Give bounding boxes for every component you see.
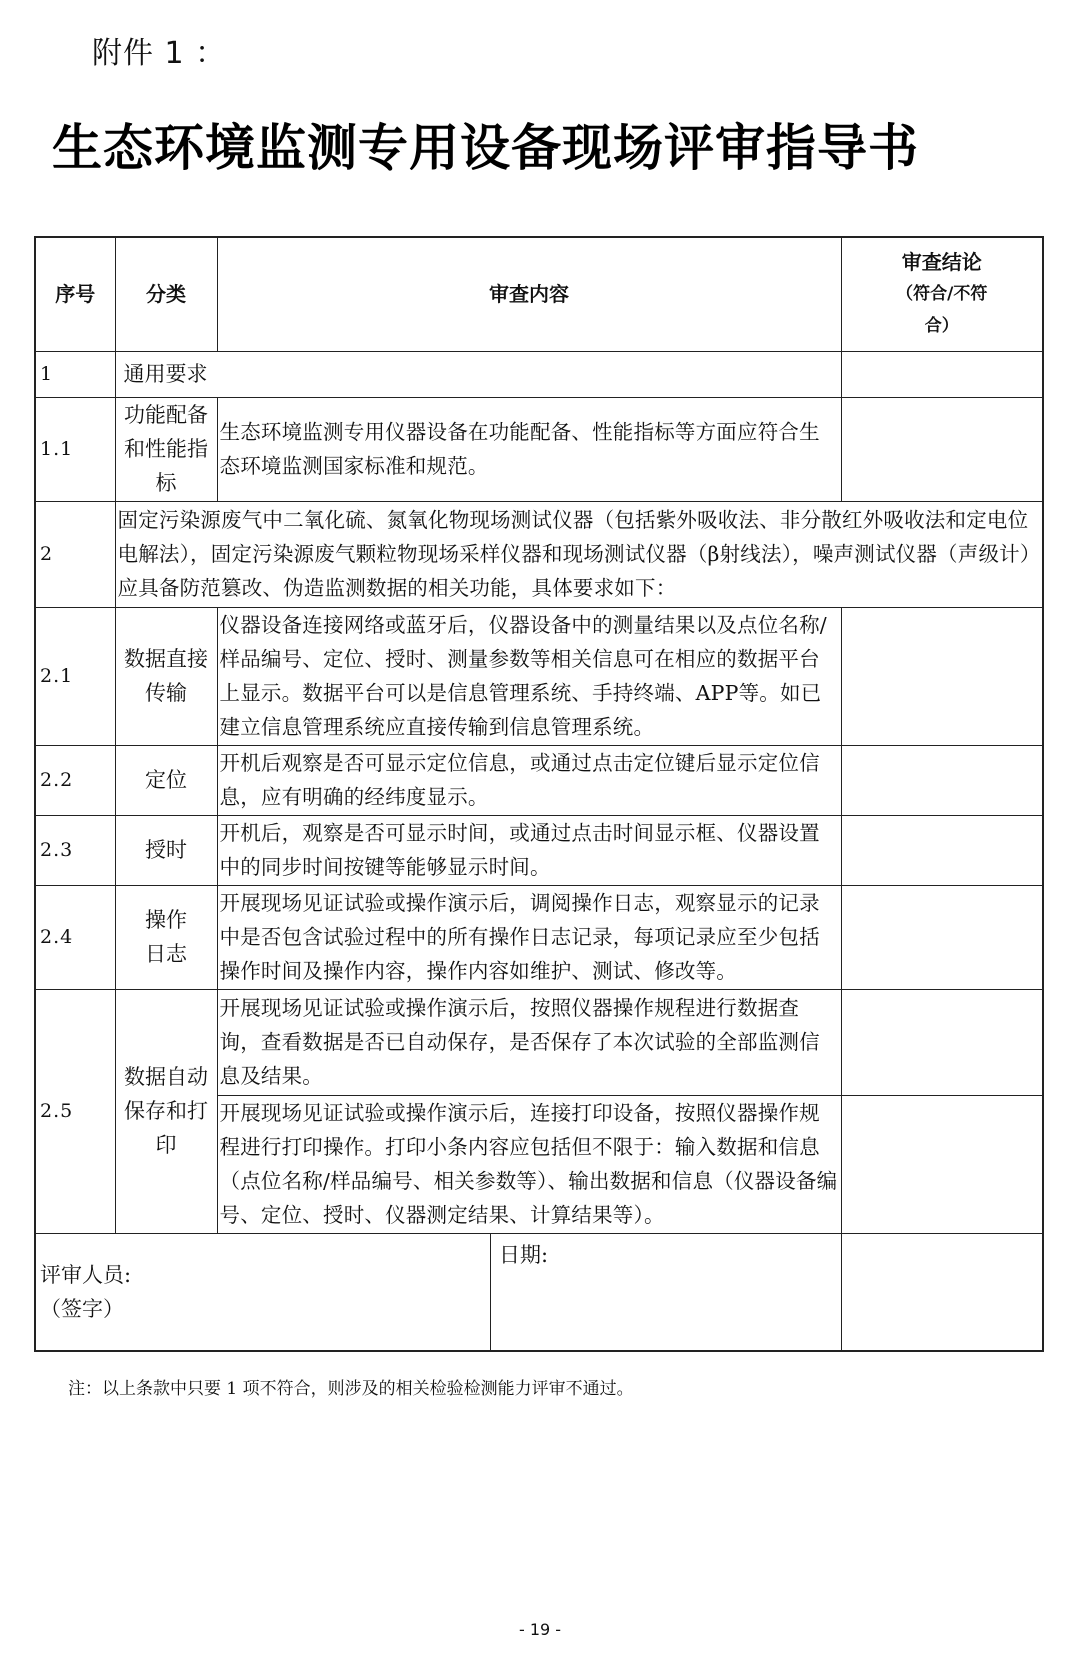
conclusion-cell xyxy=(841,351,1043,397)
row-content: 开展现场见证试验或操作演示后，连接打印设备，按照仪器操作规程进行打印操作。打印小条内容应包括但不限于：输入数据和信息（点位名称/样品编号、相关参数等）、输出数据和信息（仪器设备编号、定位、授时、仪器测定结果、计算结果等）。 xyxy=(217,1095,841,1233)
header-content: 审查内容 xyxy=(217,237,841,351)
header-conclusion xyxy=(841,237,1043,351)
row-category: 授时 xyxy=(115,815,217,885)
document-title: 生态环境监测专用设备现场评审指导书 xyxy=(52,118,919,177)
review-table xyxy=(34,236,1044,1352)
header-no: 序号 xyxy=(35,237,115,351)
row-category: 数据自动保存和打印 xyxy=(115,989,217,1233)
row-content: 开机后观察是否可显示定位信息，或通过点击定位键后显示定位信息，应有明确的经纬度显示。 xyxy=(217,745,841,815)
header-conclusion-sub2: 合） xyxy=(924,316,959,337)
table-row xyxy=(35,989,1043,1095)
reviewer-label: 评审人员: xyxy=(40,1262,132,1287)
table-row xyxy=(35,351,1043,397)
sign-label: （签字） xyxy=(40,1296,124,1321)
conclusion-cell xyxy=(841,607,1043,745)
row-no: 2.2 xyxy=(35,745,115,815)
footnote: 注：以上条款中只要 1 项不符合，则涉及的相关检验检测能力评审不通过。 xyxy=(68,1379,634,1399)
row-no: 2.1 xyxy=(35,607,115,745)
row-no: 2.4 xyxy=(35,885,115,989)
header-conclusion-title: 审查结论 xyxy=(901,250,982,275)
conclusion-cell xyxy=(841,745,1043,815)
table-row xyxy=(35,607,1043,745)
row-content: 仪器设备连接网络或蓝牙后，仪器设备中的测量结果以及点位名称/样品编号、定位、授时、测量参数等相关信息可在相应的数据平台上显示。数据平台可以是信息管理系统、手持终端、APP等。如已建立信息管理系统应直接传输到信息管理系统。 xyxy=(217,607,841,745)
attachment-label: 附件 1 ： xyxy=(92,36,227,71)
conclusion-cell xyxy=(841,815,1043,885)
table-row xyxy=(35,501,1043,607)
table-row xyxy=(35,397,1043,501)
row-no: 2 xyxy=(35,501,115,607)
row-category: 定位 xyxy=(115,745,217,815)
header-row xyxy=(35,237,1043,351)
row-no: 2.3 xyxy=(35,815,115,885)
row-content: 开机后，观察是否可显示时间，或通过点击时间显示框、仪器设置中的同步时间按键等能够显示时间。 xyxy=(217,815,841,885)
date-cell-box xyxy=(490,1234,1040,1350)
row-content: 固定污染源废气中二氧化硫、氮氧化物现场测试仪器（包括紫外吸收法、非分散红外吸收法和定电位电解法），固定污染源废气颗粒物现场采样仪器和现场测试仪器（β射线法），噪声测试仪器（声级计）应具备防范篡改、伪造监测数据的相关功能，具体要求如下： xyxy=(115,501,1043,607)
row-content: 开展现场见证试验或操作演示后，按照仪器操作规程进行数据查询，查看数据是否已自动保存，是否保存了本次试验的全部监测信息及结果。 xyxy=(217,989,841,1095)
row-no: 1 xyxy=(35,351,115,397)
row-no: 2.5 xyxy=(35,989,115,1233)
conclusion-cell xyxy=(841,397,1043,501)
conclusion-cell xyxy=(841,989,1043,1095)
row-content: 生态环境监测专用仪器设备在功能配备、性能指标等方面应符合生态环境监测国家标准和规范。 xyxy=(217,397,841,501)
conclusion-cell xyxy=(841,885,1043,989)
row-content: 开展现场见证试验或操作演示后，调阅操作日志，观察显示的记录中是否包含试验过程中的所有操作日志记录，每项记录应至少包括操作时间及操作内容，操作内容如维护、测试、修改等。 xyxy=(217,885,841,989)
header-conclusion-sub1: （符合/不符 xyxy=(896,284,988,305)
table-row xyxy=(35,815,1043,885)
row-category: 通用要求 xyxy=(115,351,841,397)
row-category: 数据直接传输 xyxy=(115,607,217,745)
table-row xyxy=(35,745,1043,815)
row-no: 1.1 xyxy=(35,397,115,501)
table-row xyxy=(35,885,1043,989)
header-category: 分类 xyxy=(115,237,217,351)
row-category: 操作日志 xyxy=(115,885,217,989)
date-label: 日期: xyxy=(499,1243,549,1267)
row-category: 功能配备和性能指标 xyxy=(115,397,217,501)
page-number: - 19 - xyxy=(518,1620,562,1639)
conclusion-cell xyxy=(841,1095,1043,1233)
